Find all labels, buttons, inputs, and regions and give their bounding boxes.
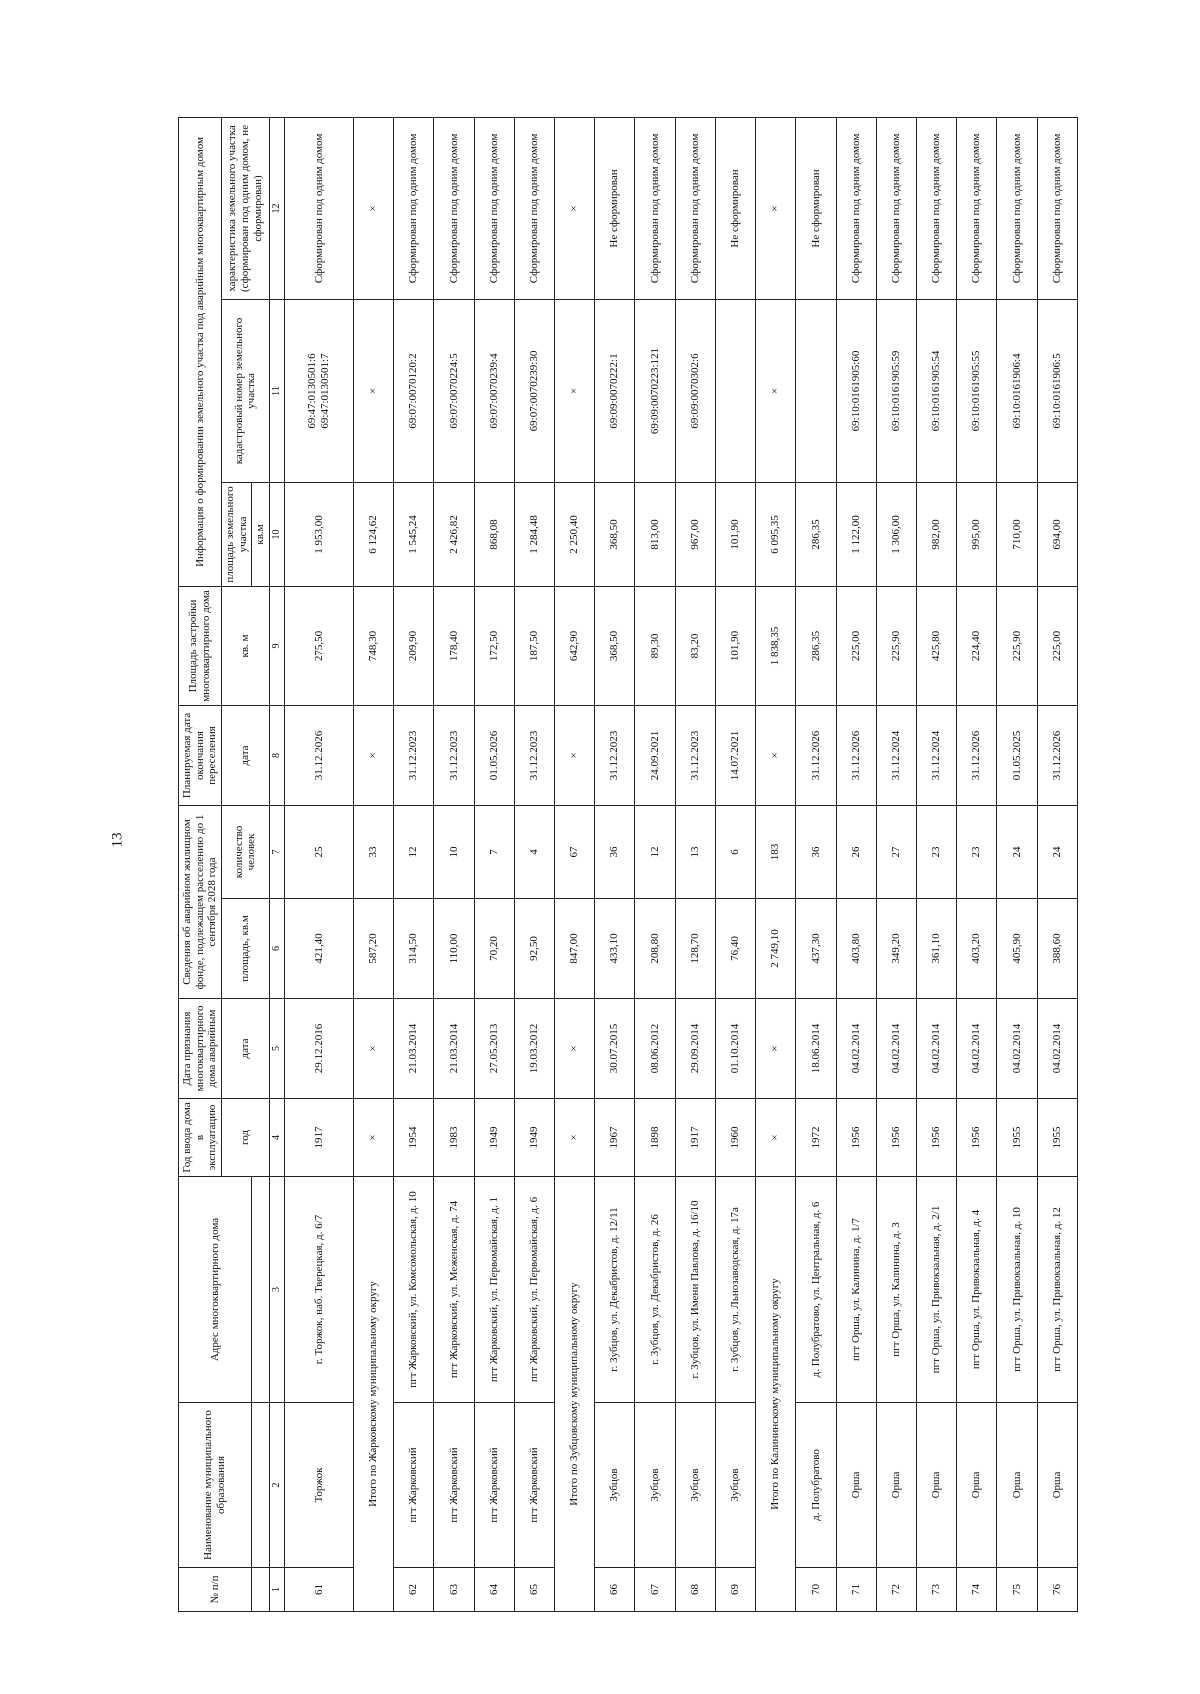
recognition-date-cell: 04.02.2014 xyxy=(1037,999,1077,1099)
cadastral-cell: 69:07:0070239:30 xyxy=(514,299,554,482)
cadastral-cell: 69:10:0161905:59 xyxy=(876,299,916,482)
plan-date-cell: 31.12.2023 xyxy=(675,705,715,805)
subtotal-cell: 67 xyxy=(554,805,594,898)
column-number: 8 xyxy=(269,705,284,805)
empty-cell xyxy=(252,1177,270,1403)
cadastral-cell: 69:09:0070222:1 xyxy=(595,299,635,482)
plan-date-cell: 01.05.2025 xyxy=(997,705,1037,805)
row-number: 64 xyxy=(474,1568,514,1612)
table-row xyxy=(836,117,876,1611)
table-row xyxy=(394,117,434,1611)
subtotal-cell: × xyxy=(353,1099,393,1177)
plan-date-cell: 31.12.2026 xyxy=(1037,705,1077,805)
land-area-cell: 1 545,24 xyxy=(394,482,434,586)
people-cell: 12 xyxy=(394,805,434,898)
build-area-cell: 187,50 xyxy=(514,586,554,705)
recognition-date-cell: 04.02.2014 xyxy=(876,999,916,1099)
people-cell: 24 xyxy=(1037,805,1077,898)
column-number: 1 xyxy=(269,1568,284,1612)
recognition-date-cell: 04.02.2014 xyxy=(957,999,997,1099)
address-cell: пгт Орша, ул. Привокзальная, д. 12 xyxy=(1037,1177,1077,1403)
table-row xyxy=(514,117,554,1611)
municipality-cell: Торжок xyxy=(284,1403,353,1568)
col-land-header: Информация о формировании земельного участка под аварийным многоквартирным домом xyxy=(179,117,222,586)
area-cell: 314,50 xyxy=(394,899,434,999)
subtotal-cell: × xyxy=(554,117,594,299)
subtotal-cell: × xyxy=(353,999,393,1099)
people-cell: 25 xyxy=(284,805,353,898)
municipality-cell: Орша xyxy=(1037,1403,1077,1568)
area-cell: 349,20 xyxy=(876,899,916,999)
address-cell: пгт Жарковский, ул. Меженская, д. 74 xyxy=(434,1177,474,1403)
people-cell: 12 xyxy=(635,805,675,898)
row-number: 70 xyxy=(796,1568,836,1612)
subtotal-label: Итого по Калининскому муниципальному округу xyxy=(756,1177,796,1612)
subtotal-cell: × xyxy=(353,299,393,482)
cadastral-cell: 69:10:0161905:60 xyxy=(836,299,876,482)
land-status-cell: Сформирован под одним домом xyxy=(635,117,675,299)
year-cell: 1949 xyxy=(474,1099,514,1177)
land-area-cell: 368,50 xyxy=(595,482,635,586)
year-cell: 1955 xyxy=(997,1099,1037,1177)
municipality-cell: пгт Жарковский xyxy=(434,1403,474,1568)
build-area-cell: 225,00 xyxy=(1037,586,1077,705)
recognition-date-cell: 08.06.2012 xyxy=(635,999,675,1099)
year-cell: 1917 xyxy=(675,1099,715,1177)
table-row xyxy=(715,117,755,1611)
plan-date-cell: 31.12.2023 xyxy=(595,705,635,805)
land-area-cell: 2 426,82 xyxy=(434,482,474,586)
land-area-cell: 967,00 xyxy=(675,482,715,586)
land-status-cell: Сформирован под одним домом xyxy=(876,117,916,299)
subtotal-label: Итого по Зубцовскому муниципальному округу xyxy=(554,1177,594,1612)
year-cell: 1972 xyxy=(796,1099,836,1177)
people-cell: 6 xyxy=(715,805,755,898)
col-build-header: Площадь застройки многоквартирного дома xyxy=(179,586,222,705)
area-cell: 405,90 xyxy=(997,899,1037,999)
build-area-cell: 89,30 xyxy=(635,586,675,705)
cadastral-cell: 69:10:0161905:54 xyxy=(916,299,956,482)
col-no-header: № п/п xyxy=(179,1568,252,1612)
year-cell: 1956 xyxy=(836,1099,876,1177)
cadastral-cell xyxy=(796,299,836,482)
sub-cadastral: кадастровый номер земельного участка xyxy=(221,299,269,482)
address-cell: г. Торжок, наб. Тверецкая, д. 6/7 xyxy=(284,1177,353,1403)
subtotal-cell: 1 838,35 xyxy=(756,586,796,705)
address-cell: пгт Орша, ул. Привокзальная, д. 2/1 xyxy=(916,1177,956,1403)
column-number: 3 xyxy=(269,1177,284,1403)
plan-date-cell: 31.12.2026 xyxy=(836,705,876,805)
table-row xyxy=(916,117,956,1611)
municipality-cell: Зубцов xyxy=(635,1403,675,1568)
plan-date-cell: 14.07.2021 xyxy=(715,705,755,805)
land-area-cell: 1 284,48 xyxy=(514,482,554,586)
address-cell: г. Зубцов, ул. Имени Павлова, д. 16/10 xyxy=(675,1177,715,1403)
land-area-cell: 868,08 xyxy=(474,482,514,586)
municipality-cell: д. Полубратово xyxy=(796,1403,836,1568)
land-status-cell: Сформирован под одним домом xyxy=(394,117,434,299)
address-cell: д. Полубратово, ул. Центральная, д. 6 xyxy=(796,1177,836,1403)
municipality-cell: Орша xyxy=(957,1403,997,1568)
table-row xyxy=(675,117,715,1611)
build-area-cell: 83,20 xyxy=(675,586,715,705)
subtotal-cell: 6 124,62 xyxy=(353,482,393,586)
address-cell: пгт Жарковский, ул. Первомайская, д. 1 xyxy=(474,1177,514,1403)
row-number: 74 xyxy=(957,1568,997,1612)
area-cell: 421,40 xyxy=(284,899,353,999)
people-cell: 27 xyxy=(876,805,916,898)
municipality-cell: Зубцов xyxy=(595,1403,635,1568)
municipality-cell: пгт Жарковский xyxy=(474,1403,514,1568)
address-cell: пгт Жарковский, ул. Первомайская, д. 6 xyxy=(514,1177,554,1403)
subtotal-label: Итого по Жарковскому муниципальному округу xyxy=(353,1177,393,1612)
col-address-header: Адрес многоквартирного дома xyxy=(179,1177,252,1403)
housing-table-sheet xyxy=(178,118,1078,1612)
land-status-cell: Сформирован под одним домом xyxy=(434,117,474,299)
land-status-cell: Сформирован под одним домом xyxy=(836,117,876,299)
year-cell: 1960 xyxy=(715,1099,755,1177)
plan-date-cell: 31.12.2024 xyxy=(876,705,916,805)
land-area-cell: 286,35 xyxy=(796,482,836,586)
build-area-cell: 209,90 xyxy=(394,586,434,705)
year-cell: 1956 xyxy=(916,1099,956,1177)
column-number: 12 xyxy=(269,117,284,299)
column-number: 10 xyxy=(269,482,284,586)
people-cell: 7 xyxy=(474,805,514,898)
subtotal-cell: 748,30 xyxy=(353,586,393,705)
col-municipality-header: Наименование муниципального образования xyxy=(179,1403,252,1568)
plan-date-cell: 31.12.2026 xyxy=(796,705,836,805)
col-plan-header: Планируемая дата окончания переселения xyxy=(179,705,222,805)
address-cell: пгт Жарковский, ул. Комсомольская, д. 10 xyxy=(394,1177,434,1403)
empty-cell xyxy=(252,1403,270,1568)
table-row xyxy=(635,117,675,1611)
address-cell: пгт Орша, ул. Привокзальная, д. 10 xyxy=(997,1177,1037,1403)
row-number: 65 xyxy=(514,1568,554,1612)
row-number: 75 xyxy=(997,1568,1037,1612)
people-cell: 10 xyxy=(434,805,474,898)
header-row-1 xyxy=(179,117,222,1611)
land-status-cell: Сформирован под одним домом xyxy=(675,117,715,299)
plan-date-cell: 31.12.2023 xyxy=(514,705,554,805)
address-cell: г. Зубцов, ул. Льнозаводская, д. 17а xyxy=(715,1177,755,1403)
address-cell: г. Зубцов, ул. Декабристов, д. 12/11 xyxy=(595,1177,635,1403)
land-area-cell: 995,00 xyxy=(957,482,997,586)
empty-cell xyxy=(252,1568,270,1612)
recognition-date-cell: 01.10.2014 xyxy=(715,999,755,1099)
year-cell: 1955 xyxy=(1037,1099,1077,1177)
row-number: 71 xyxy=(836,1568,876,1612)
cadastral-cell: 69:10:0161906:5 xyxy=(1037,299,1077,482)
people-cell: 4 xyxy=(514,805,554,898)
land-status-cell: Сформирован под одним домом xyxy=(284,117,353,299)
subtotal-cell: × xyxy=(554,705,594,805)
recognition-date-cell: 04.02.2014 xyxy=(997,999,1037,1099)
people-cell: 23 xyxy=(957,805,997,898)
row-number: 73 xyxy=(916,1568,956,1612)
col-fund-header: Сведения об аварийном жилищном фонде, подлежащем расселению до 1 сентября 2028 года xyxy=(179,805,222,998)
plan-date-cell: 31.12.2024 xyxy=(916,705,956,805)
build-area-cell: 225,90 xyxy=(876,586,916,705)
year-cell: 1956 xyxy=(876,1099,916,1177)
subtotal-cell: 6 095,35 xyxy=(756,482,796,586)
municipality-cell: Орша xyxy=(836,1403,876,1568)
recognition-date-cell: 29.12.2016 xyxy=(284,999,353,1099)
recognition-date-cell: 27.05.2013 xyxy=(474,999,514,1099)
subtotal-cell: 642,90 xyxy=(554,586,594,705)
subtotal-row xyxy=(353,117,393,1611)
recognition-date-cell: 21.03.2014 xyxy=(434,999,474,1099)
build-area-cell: 286,35 xyxy=(796,586,836,705)
land-status-cell: Сформирован под одним домом xyxy=(916,117,956,299)
row-number: 63 xyxy=(434,1568,474,1612)
recognition-date-cell: 04.02.2014 xyxy=(836,999,876,1099)
plan-date-cell: 31.12.2026 xyxy=(957,705,997,805)
land-area-cell: 101,90 xyxy=(715,482,755,586)
unit-people: количество человек xyxy=(221,805,269,898)
unit-build: кв. м xyxy=(221,586,269,705)
table-row xyxy=(997,117,1037,1611)
subtotal-cell: × xyxy=(756,117,796,299)
build-area-cell: 225,90 xyxy=(997,586,1037,705)
address-cell: г. Зубцов, ул. Декабристов, д. 26 xyxy=(635,1177,675,1403)
row-number: 66 xyxy=(595,1568,635,1612)
subtotal-cell: 587,20 xyxy=(353,899,393,999)
col-recognition-header: Дата признания многоквартирного дома аварийным xyxy=(179,999,222,1099)
cadastral-cell: 69:09:0070223:121 xyxy=(635,299,675,482)
land-status-cell: Сформирован под одним домом xyxy=(957,117,997,299)
unit-area: площадь, кв.м xyxy=(221,899,269,999)
unit-plan-date: дата xyxy=(221,705,269,805)
housing-table xyxy=(178,117,1078,1612)
cadastral-cell: 69:10:0161905:55 xyxy=(957,299,997,482)
page-number: 13 xyxy=(109,832,126,848)
unit-land: кв.м xyxy=(252,482,270,586)
recognition-date-cell: 29.09.2014 xyxy=(675,999,715,1099)
build-area-cell: 225,00 xyxy=(836,586,876,705)
address-cell: пгт Орша, ул. Калинина, д. 1/7 xyxy=(836,1177,876,1403)
area-cell: 388,60 xyxy=(1037,899,1077,999)
municipality-cell: пгт Жарковский xyxy=(514,1403,554,1568)
year-cell: 1917 xyxy=(284,1099,353,1177)
column-number: 6 xyxy=(269,899,284,999)
build-area-cell: 172,50 xyxy=(474,586,514,705)
cadastral-cell: 69:09:0070302:6 xyxy=(675,299,715,482)
build-area-cell: 178,40 xyxy=(434,586,474,705)
people-cell: 23 xyxy=(916,805,956,898)
plan-date-cell: 31.12.2023 xyxy=(434,705,474,805)
municipality-cell: Орша xyxy=(997,1403,1037,1568)
table-body xyxy=(284,117,1077,1611)
row-number: 69 xyxy=(715,1568,755,1612)
subtotal-cell: × xyxy=(554,299,594,482)
row-number: 61 xyxy=(284,1568,353,1612)
area-cell: 361,10 xyxy=(916,899,956,999)
plan-date-cell: 31.12.2026 xyxy=(284,705,353,805)
sub-land-area: площадь земельного участка xyxy=(221,482,251,586)
subtotal-row xyxy=(756,117,796,1611)
year-cell: 1983 xyxy=(434,1099,474,1177)
cadastral-cell: 69:47:0130501:6 69:47:0130501:7 xyxy=(284,299,353,482)
table-row xyxy=(284,117,353,1611)
area-cell: 70,20 xyxy=(474,899,514,999)
row-number: 76 xyxy=(1037,1568,1077,1612)
municipality-cell: Орша xyxy=(876,1403,916,1568)
table-row xyxy=(957,117,997,1611)
area-cell: 208,80 xyxy=(635,899,675,999)
subtotal-cell: 2 749,10 xyxy=(756,899,796,999)
land-status-cell: Не сформирован xyxy=(796,117,836,299)
year-cell: 1898 xyxy=(635,1099,675,1177)
land-status-cell: Сформирован под одним домом xyxy=(514,117,554,299)
year-cell: 1949 xyxy=(514,1099,554,1177)
land-status-cell: Сформирован под одним домом xyxy=(474,117,514,299)
subtotal-cell: × xyxy=(353,705,393,805)
column-number: 4 xyxy=(269,1099,284,1177)
land-area-cell: 710,00 xyxy=(997,482,1037,586)
land-area-cell: 694,00 xyxy=(1037,482,1077,586)
build-area-cell: 101,90 xyxy=(715,586,755,705)
municipality-cell: пгт Жарковский xyxy=(394,1403,434,1568)
subtotal-cell: 183 xyxy=(756,805,796,898)
people-cell: 36 xyxy=(595,805,635,898)
land-status-cell: Не сформирован xyxy=(595,117,635,299)
year-cell: 1956 xyxy=(957,1099,997,1177)
area-cell: 76,40 xyxy=(715,899,755,999)
build-area-cell: 425,80 xyxy=(916,586,956,705)
area-cell: 403,20 xyxy=(957,899,997,999)
land-area-cell: 1 953,00 xyxy=(284,482,353,586)
subtotal-cell: × xyxy=(756,1099,796,1177)
unit-year: год xyxy=(221,1099,269,1177)
subtotal-cell: × xyxy=(756,999,796,1099)
land-area-cell: 813,00 xyxy=(635,482,675,586)
subtotal-cell: 847,00 xyxy=(554,899,594,999)
subtotal-cell: × xyxy=(554,999,594,1099)
column-number: 7 xyxy=(269,805,284,898)
cadastral-cell: 69:07:0070120:2 xyxy=(394,299,434,482)
area-cell: 128,70 xyxy=(675,899,715,999)
land-area-cell: 982,00 xyxy=(916,482,956,586)
recognition-date-cell: 19.03.2012 xyxy=(514,999,554,1099)
subtotal-row xyxy=(554,117,594,1611)
build-area-cell: 368,50 xyxy=(595,586,635,705)
subtotal-cell: × xyxy=(353,117,393,299)
col-year-header: Год ввода дома в эксплуатацию xyxy=(179,1099,222,1177)
row-number: 62 xyxy=(394,1568,434,1612)
area-cell: 433,10 xyxy=(595,899,635,999)
recognition-date-cell: 04.02.2014 xyxy=(916,999,956,1099)
subtotal-cell: 33 xyxy=(353,805,393,898)
build-area-cell: 224,40 xyxy=(957,586,997,705)
area-cell: 403,80 xyxy=(836,899,876,999)
cadastral-cell: 69:07:0070224:5 xyxy=(434,299,474,482)
recognition-date-cell: 30.07.2015 xyxy=(595,999,635,1099)
recognition-date-cell: 18.06.2014 xyxy=(796,999,836,1099)
people-cell: 26 xyxy=(836,805,876,898)
year-cell: 1954 xyxy=(394,1099,434,1177)
people-cell: 36 xyxy=(796,805,836,898)
municipality-cell: Орша xyxy=(916,1403,956,1568)
area-cell: 437,30 xyxy=(796,899,836,999)
row-number: 67 xyxy=(635,1568,675,1612)
people-cell: 24 xyxy=(997,805,1037,898)
table-row xyxy=(474,117,514,1611)
column-number: 11 xyxy=(269,299,284,482)
column-number: 5 xyxy=(269,999,284,1099)
table-row xyxy=(876,117,916,1611)
cadastral-cell: 69:10:0161906:4 xyxy=(997,299,1037,482)
address-cell: пгт Орша, ул. Калинина, д. 3 xyxy=(876,1177,916,1403)
column-number: 9 xyxy=(269,586,284,705)
build-area-cell: 275,50 xyxy=(284,586,353,705)
table-row xyxy=(434,117,474,1611)
row-number: 72 xyxy=(876,1568,916,1612)
land-area-cell: 1 122,00 xyxy=(836,482,876,586)
municipality-cell: Зубцов xyxy=(675,1403,715,1568)
land-area-cell: 1 306,00 xyxy=(876,482,916,586)
address-cell: пгт Орша, ул. Привокзальная, д. 4 xyxy=(957,1177,997,1403)
table-row xyxy=(595,117,635,1611)
plan-date-cell: 01.05.2026 xyxy=(474,705,514,805)
plan-date-cell: 24.09.2021 xyxy=(635,705,675,805)
column-number: 2 xyxy=(269,1403,284,1568)
land-status-cell: Сформирован под одним домом xyxy=(1037,117,1077,299)
area-cell: 92,50 xyxy=(514,899,554,999)
table-row xyxy=(1037,117,1077,1611)
recognition-date-cell: 21.03.2014 xyxy=(394,999,434,1099)
subtotal-cell: × xyxy=(554,1099,594,1177)
subtotal-cell: × xyxy=(756,299,796,482)
subtotal-cell: × xyxy=(756,705,796,805)
column-number-row xyxy=(269,117,284,1611)
land-status-cell: Не сформирован xyxy=(715,117,755,299)
municipality-cell: Зубцов xyxy=(715,1403,755,1568)
land-status-cell: Сформирован под одним домом xyxy=(997,117,1037,299)
year-cell: 1967 xyxy=(595,1099,635,1177)
cadastral-cell xyxy=(715,299,755,482)
subtotal-cell: 2 250,40 xyxy=(554,482,594,586)
unit-date: дата xyxy=(221,999,269,1099)
cadastral-cell: 69:07:0070239:4 xyxy=(474,299,514,482)
table-row xyxy=(796,117,836,1611)
row-number: 68 xyxy=(675,1568,715,1612)
area-cell: 110,00 xyxy=(434,899,474,999)
plan-date-cell: 31.12.2023 xyxy=(394,705,434,805)
people-cell: 13 xyxy=(675,805,715,898)
sub-character: характеристика земельного участка (сформирован под одним домом, не сформирован) xyxy=(221,117,269,299)
